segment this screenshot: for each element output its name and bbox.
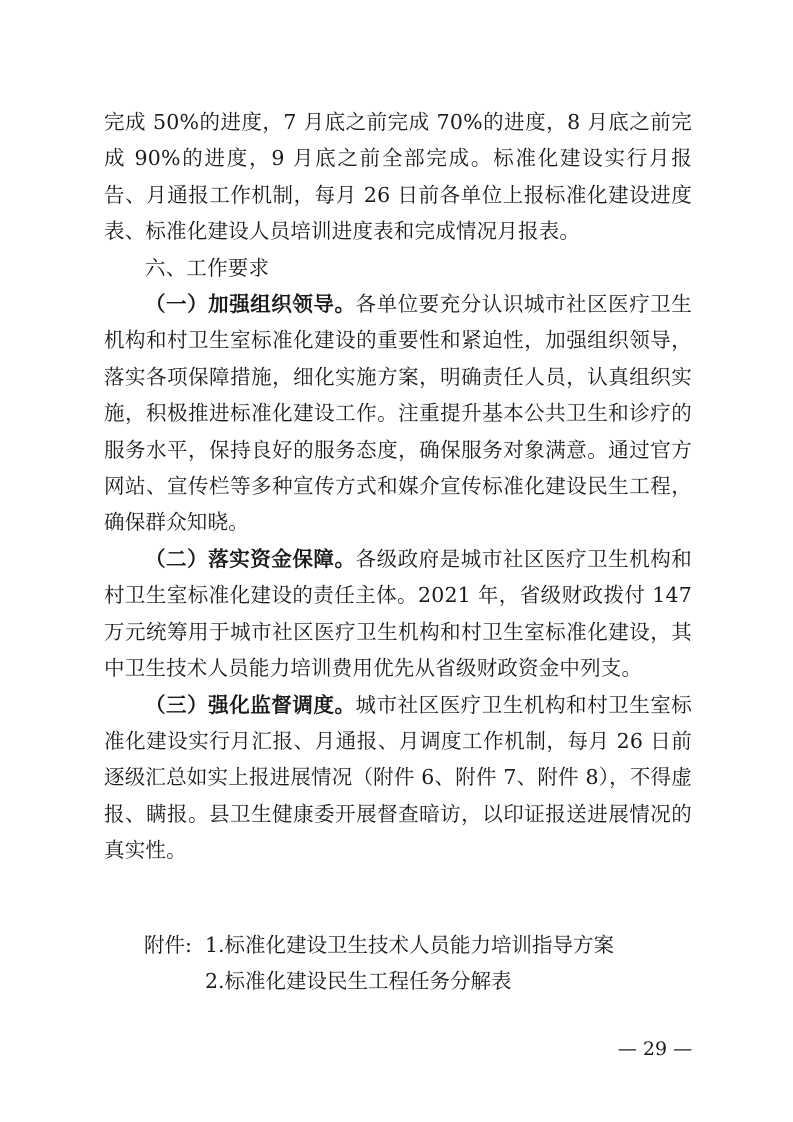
page-number: — 29 — [617, 1038, 693, 1060]
body-text [104, 104, 692, 869]
paragraph-text: 城市社区医疗卫生机构和村卫生室标准化建设实行月汇报、月通报、月调度工作机制，每月 26 日前逐级汇总如实上报进展情况（附件 6、附件 7、附件 8），不得虚报、瞒报。县卫生健康委开展督查暗访，以印证报送进展情况的真实性。 [104, 692, 693, 863]
paragraph-lead: （一）加强组织领导。 [145, 292, 356, 317]
section-heading-work-requirements [104, 250, 692, 286]
paragraph-text: 各级政府是城市社区医疗卫生机构和村卫生室标准化建设的责任主体。2021 年，省级财政拨付 147 万元统筹用于城市社区医疗卫生机构和村卫生室标准化建设，其中卫生技术人员能力培训费用优先从省级财政资金中列支。 [104, 546, 693, 681]
paragraph-lead: （二）落实资金保障。 [145, 546, 356, 571]
attachment-title: 2.标准化建设民生工程任务分解表 [205, 969, 512, 994]
attachments-label: 附件: [144, 933, 192, 957]
paragraph-lead: （三）强化监督调度。 [145, 692, 356, 717]
paragraph-text: 完成 50%的进度，7 月底之前完成 70%的进度，8 月底之前完成 90%的进度，9 月底之前全部完成。标准化建设实行月报告、月通报工作机制，每月 26 日前各单位上报标准化建设进度表、标准化建设人员培训进度表和完成情况月报表。 [104, 110, 692, 244]
attachment-item [144, 963, 704, 999]
paragraph-organization-leadership [104, 286, 692, 541]
paragraph-funding-guarantee [104, 541, 692, 687]
paragraph-supervision [104, 687, 692, 869]
attachments-list [144, 927, 704, 1000]
section-heading-text: 六、工作要求 [145, 255, 270, 280]
attachment-item [144, 927, 704, 963]
attachment-title: 1.标准化建设卫生技术人员能力培训指导方案 [205, 933, 615, 957]
paragraph-schedule [104, 104, 692, 250]
paragraph-text: 各单位要充分认识城市社区医疗卫生机构和村卫生室标准化建设的重要性和紧迫性，加强组织领导，落实各项保障措施，细化实施方案，明确责任人员，认真组织实施，积极推进标准化建设工作。注重提升基本公共卫生和诊疗的服务水平，保持良好的服务态度，确保服务对象满意。通过官方网站、宣传栏等多种宣传方式和媒介宣传标准化建设民生工程，确保群众知晓。 [104, 292, 693, 535]
